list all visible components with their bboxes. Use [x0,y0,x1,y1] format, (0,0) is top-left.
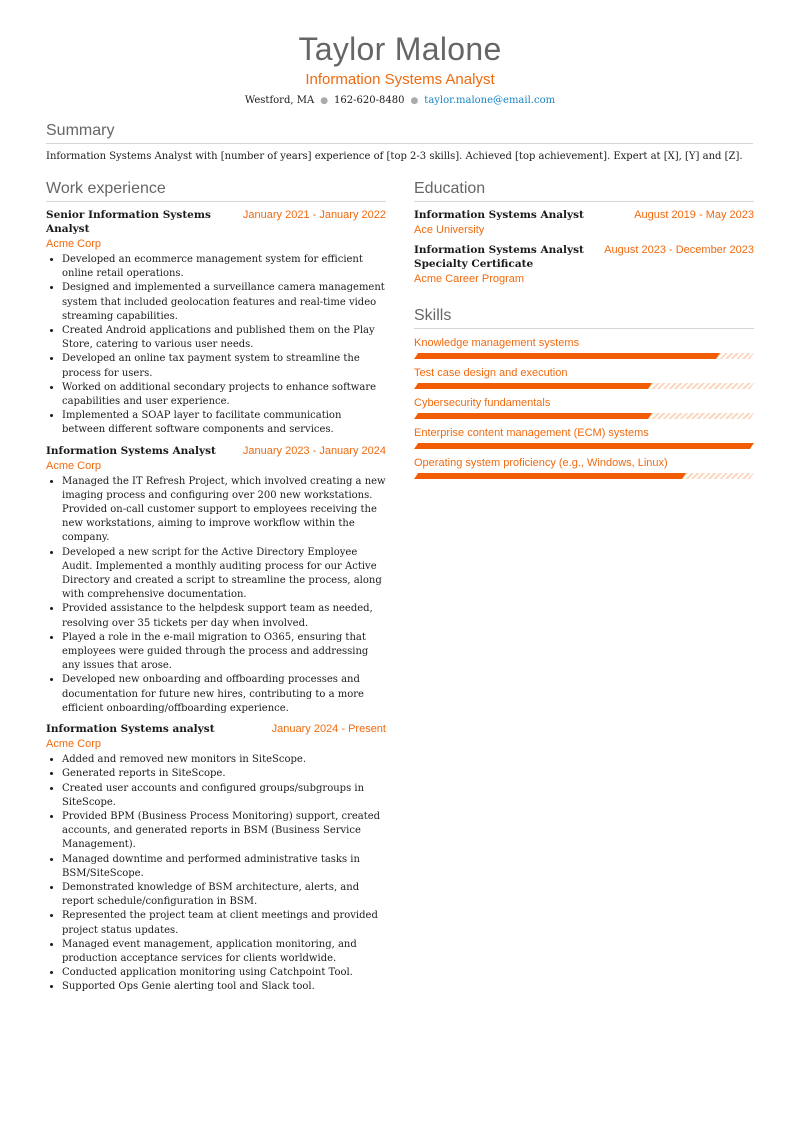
job-bullet: • Implemented a SOAP layer to facilitate communication between different software components and services. [62,409,386,437]
skill-item [414,366,754,389]
education-dates: August 2023 - December 2023 [604,244,754,256]
education-section [414,179,754,286]
skill-item [414,396,754,419]
skill-name: Test case design and execution [414,367,568,379]
summary-text: Information Systems Analyst with [number of years] experience of [top 2-3 skills]. Achieved [top achievement]. Expert at [X], [Y] and [Z]. [46,151,743,162]
job-role: Information Systems Analyst [46,444,216,457]
job-bullet: • Created Android applications and published them on the Play Store, catering to various user needs. [62,324,386,352]
education-entry [414,208,754,237]
skill-level-fill [414,413,652,419]
job-company: Acme Corp [46,238,102,250]
job-bullet: • Demonstrated knowledge of BSM architecture, alerts, and report schedule/configuration in BSM. [62,881,386,909]
job-bullet: • Managed downtime and performed administrative tasks in BSM/SiteScope. [62,853,386,881]
education-list [414,208,754,286]
phone-text: 162-620-8480 [334,95,405,106]
education-entry [414,243,754,286]
education-degree: Information Systems Analyst [414,209,584,221]
skill-name: Knowledge management systems [414,337,580,349]
candidate-title: Information Systems Analyst [305,71,495,88]
job-company: Acme Corp [46,738,102,751]
separator-dot-icon: ● [410,95,419,106]
job-dates: January 2024 - Present [271,723,386,736]
job-bullet: • Created user accounts and configured groups/subgroups in SiteScope. [62,782,386,810]
skill-level-bar [414,443,754,449]
skill-level-bar [414,353,754,359]
skill-name: Cybersecurity fundamentals [414,397,551,409]
job-role: Senior Information Systems Analyst [46,209,211,235]
skill-item [414,456,754,479]
job-bullet: • Developed new onboarding and offboarding processes and documentation for future new hires, contributing to a more efficient onboarding/offboarding experience. [62,673,386,716]
skills-section [414,306,754,479]
job-bullet: • Generated reports in SiteScope. [62,767,386,781]
job-bullet: • Played a role in the e-mail migration to O365, ensuring that employees were guided through the process and addressing any issues that arose. [62,631,386,674]
skill-name: Enterprise content management (ECM) systems [414,427,649,439]
job-bullet: • Added and removed new monitors in SiteScope. [62,753,386,767]
job-bullet: • Provided assistance to the helpdesk support team as needed, resolving over 35 tickets per day when involved. [62,602,386,630]
job-bullet: • Supported Ops Genie alerting tool and Slack tool. [62,980,386,994]
job-bullet: • Represented the project team at client meetings and provided project status updates. [62,909,386,937]
separator-dot-icon: ● [320,95,329,106]
job-bullet-list [46,753,386,994]
job-header [46,444,386,458]
education-degree: Information Systems Analyst Specialty Certificate [414,244,584,270]
job-header [46,208,386,236]
education-header [414,208,754,222]
job-bullet-list [46,475,386,716]
job-bullet: • Provided BPM (Business Process Monitoring) support, created accounts, and generated reports in BSM (Business Service Management). [62,810,386,853]
job-bullet: • Conducted application monitoring using Catchpoint Tool. [62,966,386,980]
job-bullet: • Worked on additional secondary projects to enhance software capabilities and user experience. [62,381,386,409]
skill-level-bar [414,383,754,389]
job-entry [46,208,386,438]
job-bullet: • Managed event management, application monitoring, and production acceptance services for clients worldwide. [62,938,386,966]
job-bullet: • Developed an online tax payment system to streamline the process for users. [62,352,386,380]
summary-section [46,121,753,164]
summary-heading: Summary [46,121,753,144]
job-entry [46,722,386,994]
email-link[interactable]: taylor.malone@email.com [424,95,556,106]
job-bullet: • Developed a new script for the Active Directory Employee Audit. Implemented a monthly auditing process for our Active Directory and created a script to streamline the process, along with comprehensive documentation. [62,546,386,603]
education-school: Acme Career Program [414,273,525,285]
work-experience-heading: Work experience [46,179,386,202]
candidate-name: Taylor Malone [298,31,502,67]
skill-level-fill [414,383,652,389]
skills-heading: Skills [414,306,754,329]
right-column [414,179,754,479]
job-role: Information Systems analyst [46,723,215,736]
job-bullet: • Designed and implemented a surveillance camera management system that included geolocation features and real-time video streaming capabilities. [62,281,386,324]
skill-item [414,336,754,359]
skill-item [414,426,754,449]
resume-header [0,0,800,106]
job-bullet-list [46,253,386,438]
education-header [414,243,754,271]
location-text: Westford, MA [244,95,315,106]
contact-line [0,95,800,106]
job-dates: January 2021 - January 2022 [242,209,386,221]
skill-level-fill [414,443,754,449]
skill-name: Operating system proficiency (e.g., Windows, Linux) [414,457,668,469]
education-dates: August 2019 - May 2023 [634,209,754,221]
skill-level-bar [414,413,754,419]
education-school: Ace University [414,224,485,236]
job-list [46,208,386,995]
work-experience-section [46,179,386,995]
job-dates: January 2023 - January 2024 [242,444,386,457]
job-company: Acme Corp [46,459,102,472]
skill-level-bar [414,473,754,479]
job-header [46,722,386,736]
job-bullet: • Developed an ecommerce management system for efficient online retail operations. [62,253,386,281]
skill-level-fill [414,353,720,359]
job-bullet: • Managed the IT Refresh Project, which involved creating a new imaging process and configuring over 200 new workstations. Provided on-call customer support to employees receiving the new workstations, aiming to improve workflow within the company. [62,475,386,546]
job-entry [46,444,386,716]
skill-level-fill [414,473,686,479]
skill-list [414,336,754,479]
education-heading: Education [414,179,754,202]
